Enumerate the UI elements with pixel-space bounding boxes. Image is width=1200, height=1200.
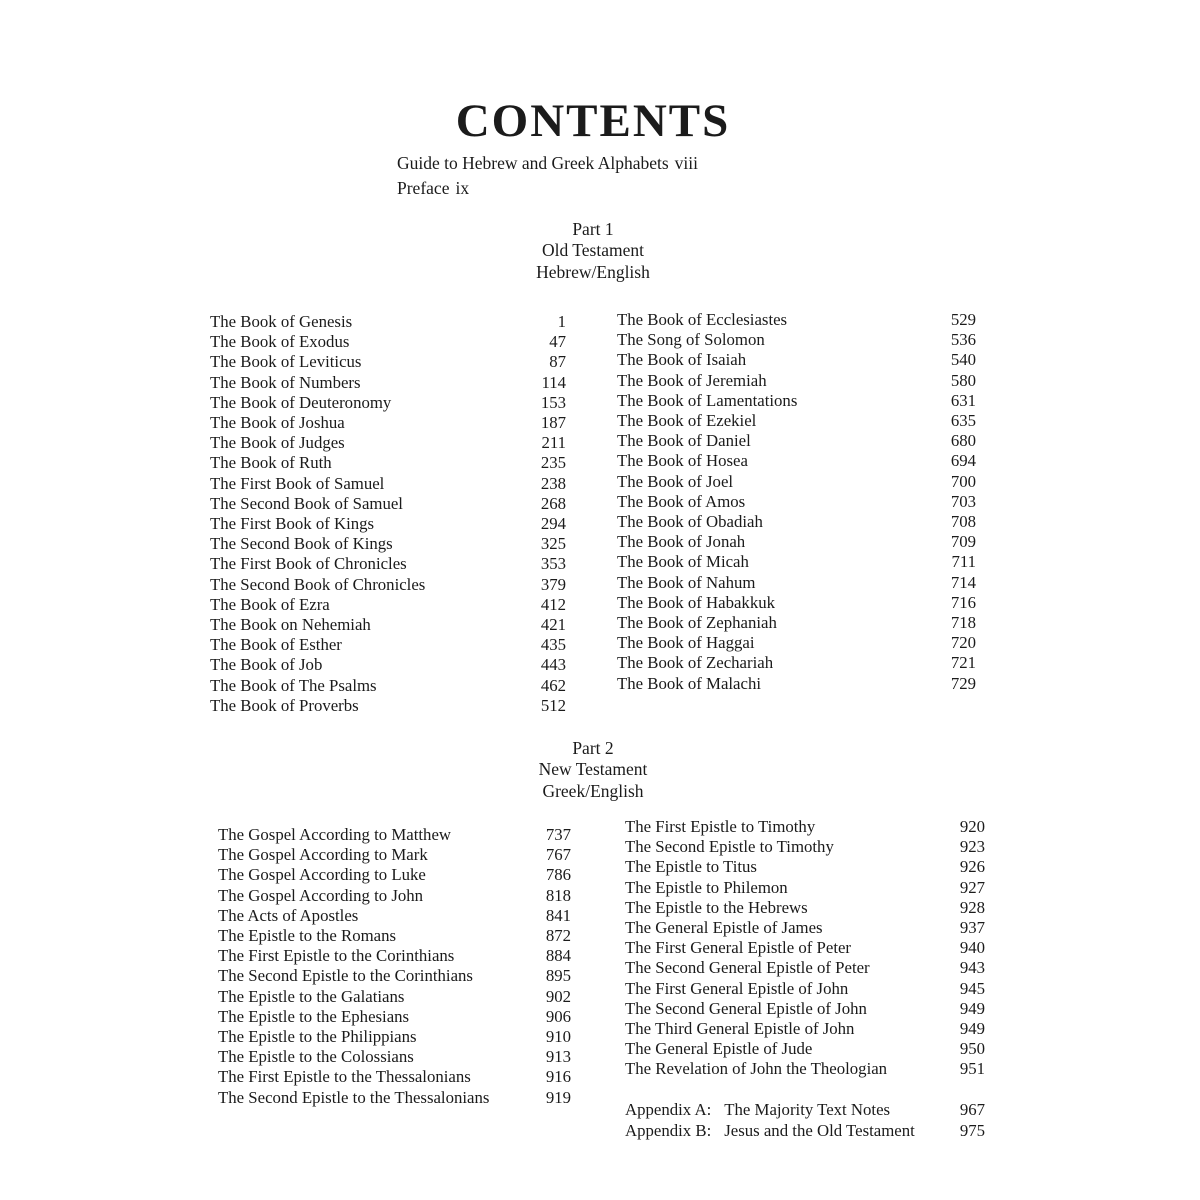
entry-page-number: 703 xyxy=(950,491,976,511)
entry-page-number: 949 xyxy=(959,998,985,1018)
entry-title: The Epistle to Philemon xyxy=(625,877,788,897)
entry-title: The Book of Genesis xyxy=(210,312,353,331)
entry-page-number: 720 xyxy=(950,633,976,653)
toc-entry xyxy=(218,1088,571,1108)
toc-entry xyxy=(210,615,566,635)
toc-entry xyxy=(617,552,976,572)
new-testament-right-column xyxy=(625,817,985,1080)
entry-page-number: 937 xyxy=(959,918,985,938)
toc-entry xyxy=(210,474,566,494)
entry-title: The Book of Proverbs xyxy=(210,695,359,715)
toc-entry xyxy=(210,413,566,433)
entry-title: The Book of Leviticus xyxy=(210,352,362,372)
entry-title: The Epistle to the Hebrews xyxy=(625,897,808,917)
entry-page-number: 238 xyxy=(540,473,566,493)
entry-page-number: 716 xyxy=(950,592,976,612)
toc-entry xyxy=(218,1027,571,1047)
entry-page-number: 711 xyxy=(951,552,976,572)
toc-entry xyxy=(210,453,566,473)
entry-title: The Song of Solomon xyxy=(617,330,765,350)
toc-entry xyxy=(218,865,571,885)
entry-title: The Epistle to the Romans xyxy=(218,926,397,946)
entry-page-number: 268 xyxy=(540,493,566,513)
toc-entry xyxy=(617,633,976,653)
entry-page-number: 950 xyxy=(959,1039,985,1059)
entry-page-number: 737 xyxy=(545,825,571,844)
entry-page-number: 818 xyxy=(545,885,571,905)
entry-page-number: 920 xyxy=(959,817,985,836)
toc-entry xyxy=(218,966,571,986)
entry-title: The Second Book of Samuel xyxy=(210,493,403,513)
entry-page-number: 680 xyxy=(950,431,976,451)
entry-page-number: 187 xyxy=(540,413,566,433)
entry-page-number: 940 xyxy=(959,938,985,958)
entry-title: Guide to Hebrew and Greek Alphabets xyxy=(397,153,669,173)
entry-title: The Acts of Apostles xyxy=(218,905,359,925)
entry-title: The Book of Lamentations xyxy=(617,390,798,410)
toc-entry xyxy=(218,926,571,946)
page-title: CONTENTS xyxy=(455,95,731,147)
entry-page-number: 512 xyxy=(540,695,566,715)
entry-page-number: 443 xyxy=(540,655,566,675)
entry-page-number: 884 xyxy=(545,946,571,966)
toc-entry xyxy=(210,554,566,574)
entry-title: The Revelation of John the Theologian xyxy=(625,1059,888,1079)
entry-page-number: 153 xyxy=(540,392,566,412)
toc-entry xyxy=(625,958,985,978)
part1-heading xyxy=(0,219,1186,283)
front-matter-entry xyxy=(397,176,791,201)
toc-entry xyxy=(210,393,566,413)
entry-title: The Second General Epistle of Peter xyxy=(625,958,870,978)
entry-title: The First Epistle to Timothy xyxy=(625,817,816,836)
toc-entry xyxy=(218,1047,571,1067)
toc-entry xyxy=(617,512,976,532)
entry-title: The Book of The Psalms xyxy=(210,675,377,695)
entry-page-number: 913 xyxy=(545,1047,571,1067)
entry-page-number: 353 xyxy=(540,554,566,574)
entry-title: The Epistle to the Galatians xyxy=(218,986,405,1006)
toc-entry xyxy=(617,451,976,471)
entry-title: The Book of Daniel xyxy=(617,431,751,451)
toc-entry xyxy=(617,330,976,350)
toc-entry xyxy=(210,575,566,595)
toc-entry xyxy=(625,979,985,999)
entry-page-number: 325 xyxy=(540,534,566,554)
entry-page-number: 631 xyxy=(950,390,976,410)
entry-page-number: 709 xyxy=(950,532,976,552)
toc-entry xyxy=(210,373,566,393)
toc-entry xyxy=(210,676,566,696)
toc-entry xyxy=(218,886,571,906)
toc-entry xyxy=(617,431,976,451)
entry-title: The Book of Hosea xyxy=(617,451,748,471)
entry-title: The Second General Epistle of John xyxy=(625,998,867,1018)
entry-title: The Second Book of Chronicles xyxy=(210,574,426,594)
entry-label: Appendix B: xyxy=(625,1120,712,1140)
entry-page-number: 379 xyxy=(540,574,566,594)
entry-page-number: 1 xyxy=(557,312,566,331)
front-matter-list xyxy=(397,151,791,201)
entry-title: The Book of Ruth xyxy=(210,453,332,473)
toc-entry xyxy=(625,1019,985,1039)
entry-page-number: 872 xyxy=(545,926,571,946)
entry-page-number: 294 xyxy=(540,514,566,534)
entry-page-number: 580 xyxy=(950,370,976,390)
toc-entry xyxy=(625,1039,985,1059)
entry-page-number: 786 xyxy=(545,865,571,885)
entry-title: The Book of Deuteronomy xyxy=(210,392,392,412)
appendix-entry xyxy=(625,1121,985,1142)
entry-title: The First Epistle to the Corinthians xyxy=(218,946,455,966)
entry-title: The Book of Amos xyxy=(617,491,746,511)
entry-title: The Second Epistle to the Thessalonians xyxy=(218,1087,490,1107)
toc-entry xyxy=(617,532,976,552)
entry-page-number: 462 xyxy=(540,675,566,695)
entry-title: The First Book of Chronicles xyxy=(210,554,407,574)
entry-title: The General Epistle of Jude xyxy=(625,1039,813,1059)
toc-entry xyxy=(218,1067,571,1087)
entry-title: The Book of Zephaniah xyxy=(617,613,777,633)
entry-page-number: 718 xyxy=(950,613,976,633)
part2-heading xyxy=(0,738,1186,802)
entry-page-number: 714 xyxy=(950,572,976,592)
toc-entry xyxy=(210,312,566,332)
toc-entry xyxy=(617,411,976,431)
front-matter-entry xyxy=(397,151,791,176)
entry-title: The First General Epistle of Peter xyxy=(625,938,852,958)
entry-page-number: 910 xyxy=(545,1027,571,1047)
entry-page-number: 919 xyxy=(545,1087,571,1107)
entry-page-number: 895 xyxy=(545,966,571,986)
entry-page-number: 235 xyxy=(540,453,566,473)
entry-page-number: 916 xyxy=(545,1067,571,1087)
entry-page-number: 975 xyxy=(959,1120,985,1140)
toc-entry xyxy=(617,613,976,633)
entry-title: The Book of Exodus xyxy=(210,332,350,352)
entry-page-number: 536 xyxy=(950,330,976,350)
toc-entry xyxy=(617,593,976,613)
entry-title: The Book of Zechariah xyxy=(617,653,774,673)
toc-entry xyxy=(617,674,976,694)
entry-page-number: 114 xyxy=(541,372,566,392)
entry-title: The Book of Nahum xyxy=(617,572,756,592)
entry-page-number: 721 xyxy=(950,653,976,673)
entry-page-number: 729 xyxy=(950,673,976,693)
old-testament-left-column xyxy=(210,312,566,716)
entry-title: The Epistle to the Colossians xyxy=(218,1047,414,1067)
toc-entry xyxy=(210,655,566,675)
entry-title: The First Epistle to the Thessalonians xyxy=(218,1067,471,1087)
entry-page-number: viii xyxy=(674,153,698,173)
entry-title: The Book of Jonah xyxy=(617,532,746,552)
entry-page-number: 421 xyxy=(540,615,566,635)
entry-page-number: 928 xyxy=(959,897,985,917)
entry-title: The Book of Joshua xyxy=(210,413,345,433)
toc-entry xyxy=(210,696,566,716)
entry-title: The First General Epistle of John xyxy=(625,978,849,998)
toc-entry xyxy=(218,946,571,966)
entry-page-number: 906 xyxy=(545,1006,571,1026)
entry-title: The Book of Jeremiah xyxy=(617,370,767,390)
entry-title: The General Epistle of James xyxy=(625,918,823,938)
entry-page-number: 412 xyxy=(540,594,566,614)
toc-entry xyxy=(625,817,985,837)
entry-title: The Book on Nehemiah xyxy=(210,615,371,635)
entry-title: The Book of Judges xyxy=(210,433,345,453)
toc-entry xyxy=(617,391,976,411)
toc-entry xyxy=(625,1059,985,1079)
entry-title: The First Book of Kings xyxy=(210,514,375,534)
entry-title: The Book of Numbers xyxy=(210,372,361,392)
entry-title: The Book of Ezra xyxy=(210,594,330,614)
toc-entry xyxy=(617,310,976,330)
entry-title: The Gospel According to Matthew xyxy=(218,825,452,844)
toc-entry xyxy=(218,987,571,1007)
toc-entry xyxy=(625,857,985,877)
entry-title: The Gospel According to Mark xyxy=(218,845,428,865)
toc-entry xyxy=(617,573,976,593)
entry-page-number: 435 xyxy=(540,635,566,655)
toc-entry xyxy=(210,352,566,372)
entry-title: Jesus and the Old Testament xyxy=(724,1120,915,1140)
entry-title: The Second Epistle to Timothy xyxy=(625,837,834,857)
entry-page-number: 47 xyxy=(549,332,566,352)
entry-page-number: 926 xyxy=(959,857,985,877)
entry-label: Appendix A: xyxy=(625,1100,712,1119)
entry-title: The Book of Esther xyxy=(210,635,342,655)
entry-title: The Book of Isaiah xyxy=(617,350,747,370)
entry-page-number: 635 xyxy=(950,411,976,431)
toc-entry xyxy=(617,653,976,673)
part1-title: Old Testament xyxy=(542,240,644,261)
entry-page-number: ix xyxy=(455,178,470,198)
toc-entry xyxy=(210,534,566,554)
entry-page-number: 949 xyxy=(959,1019,985,1039)
entry-title: The Gospel According to Luke xyxy=(218,865,426,885)
new-testament-left-column xyxy=(218,825,571,1108)
toc-entry xyxy=(617,492,976,512)
toc-entry xyxy=(218,825,571,845)
toc-entry xyxy=(210,433,566,453)
entry-page-number: 87 xyxy=(549,352,566,372)
appendix-entry xyxy=(625,1100,985,1121)
entry-title: The Book of Obadiah xyxy=(617,512,763,532)
toc-entry xyxy=(617,350,976,370)
entry-page-number: 540 xyxy=(950,350,976,370)
entry-title: The Book of Haggai xyxy=(617,633,755,653)
toc-entry xyxy=(617,472,976,492)
entry-title: The First Book of Samuel xyxy=(210,473,385,493)
entry-page-number: 529 xyxy=(950,310,976,329)
toc-entry xyxy=(625,837,985,857)
toc-entry xyxy=(210,595,566,615)
entry-title: Preface xyxy=(397,178,450,198)
toc-entry xyxy=(617,371,976,391)
part2-label: Part 2 xyxy=(572,738,614,758)
toc-entry xyxy=(218,906,571,926)
part2-subtitle: Greek/English xyxy=(542,780,644,801)
toc-entry xyxy=(625,898,985,918)
toc-entry xyxy=(210,514,566,534)
entry-page-number: 943 xyxy=(959,958,985,978)
entry-page-number: 841 xyxy=(545,905,571,925)
entry-page-number: 967 xyxy=(959,1100,985,1119)
entry-page-number: 927 xyxy=(959,877,985,897)
entry-page-number: 767 xyxy=(545,845,571,865)
entry-page-number: 945 xyxy=(959,978,985,998)
entry-page-number: 902 xyxy=(545,986,571,1006)
entry-title: The Book of Habakkuk xyxy=(617,592,775,612)
entry-title: The Epistle to the Ephesians xyxy=(218,1006,410,1026)
entry-page-number: 211 xyxy=(541,433,566,453)
toc-entry xyxy=(625,999,985,1019)
entry-title: The Book of Joel xyxy=(617,471,734,491)
entry-page-number: 951 xyxy=(959,1059,985,1079)
toc-entry xyxy=(218,845,571,865)
toc-entry xyxy=(218,1007,571,1027)
entry-page-number: 923 xyxy=(959,837,985,857)
entry-page-number: 694 xyxy=(950,451,976,471)
entry-page-number: 700 xyxy=(950,471,976,491)
toc-entry xyxy=(210,332,566,352)
part2-title: New Testament xyxy=(538,759,648,780)
entry-title: The Book of Ecclesiastes xyxy=(617,310,788,329)
entry-title: The Third General Epistle of John xyxy=(625,1019,855,1039)
part1-subtitle: Hebrew/English xyxy=(536,261,650,282)
old-testament-right-column xyxy=(617,310,976,694)
entry-title: The Majority Text Notes xyxy=(724,1100,891,1119)
entry-title: The Gospel According to John xyxy=(218,885,424,905)
entry-title: The Book of Job xyxy=(210,655,323,675)
toc-entry xyxy=(625,878,985,898)
toc-entry xyxy=(625,938,985,958)
appendix-list xyxy=(625,1100,985,1141)
toc-entry xyxy=(625,918,985,938)
entry-title: The Book of Ezekiel xyxy=(617,411,757,431)
entry-title: The Book of Micah xyxy=(617,552,749,572)
entry-title: The Second Book of Kings xyxy=(210,534,393,554)
part1-label: Part 1 xyxy=(572,219,614,239)
toc-entry xyxy=(210,635,566,655)
entry-page-number: 708 xyxy=(950,512,976,532)
toc-entry xyxy=(210,494,566,514)
entry-title: The Second Epistle to the Corinthians xyxy=(218,966,473,986)
entry-title: The Epistle to Titus xyxy=(625,857,757,877)
entry-title: The Book of Malachi xyxy=(617,673,762,693)
entry-title: The Epistle to the Philippians xyxy=(218,1027,417,1047)
